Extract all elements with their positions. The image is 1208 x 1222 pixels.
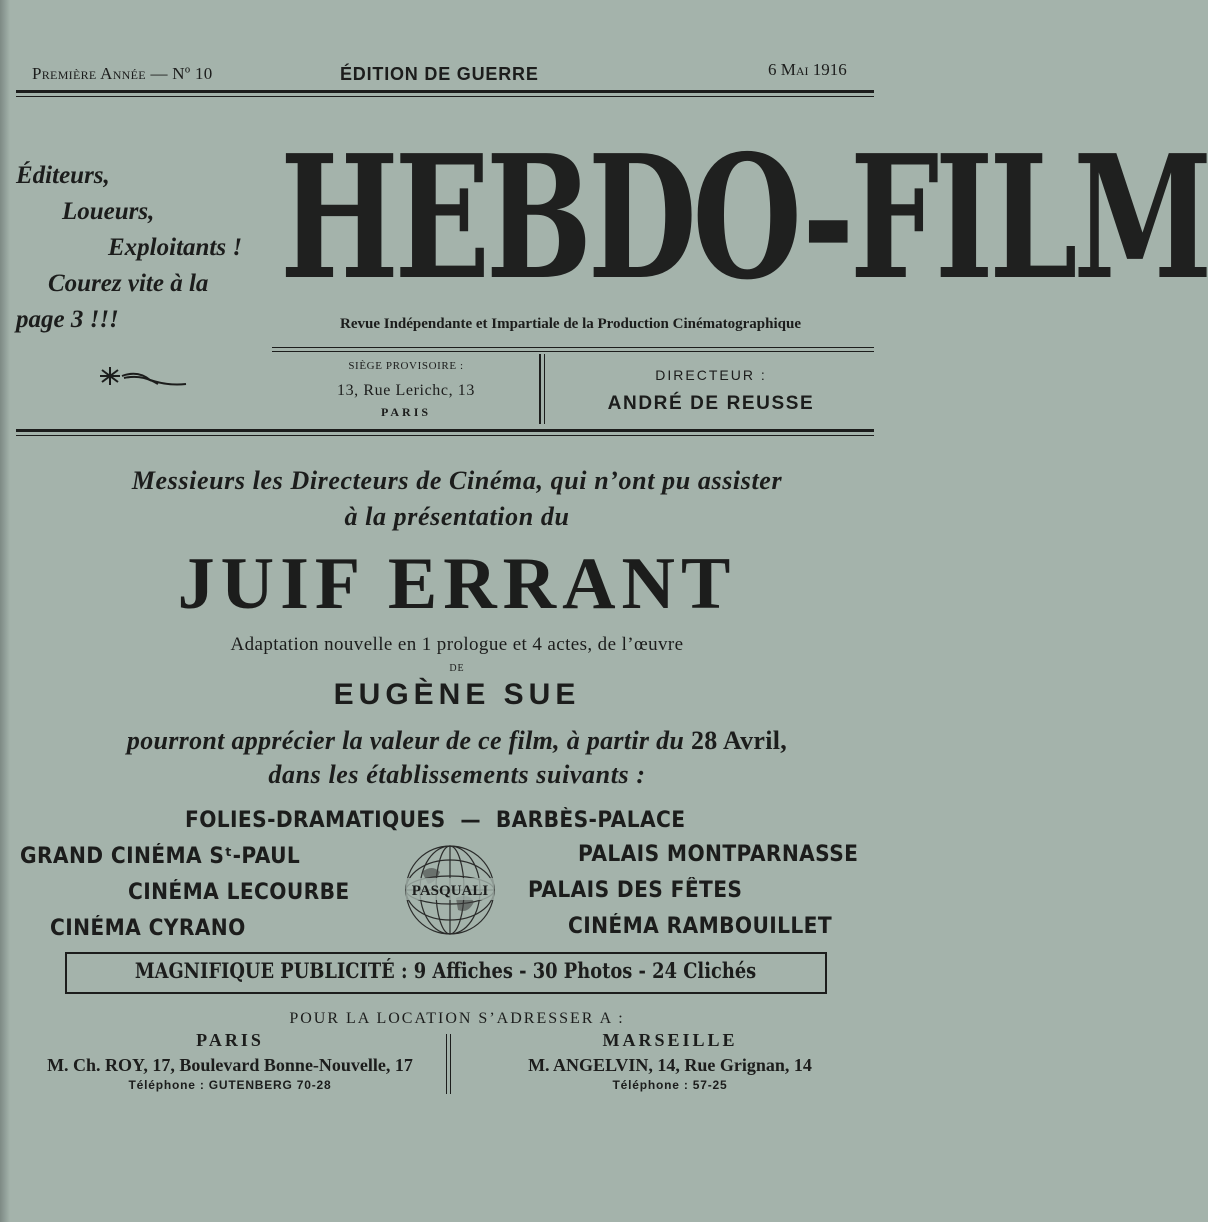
- pitch-line: Exploitants !: [108, 234, 243, 261]
- flourish-ornament-icon: [98, 364, 188, 390]
- venue-cyrano: CINÉMA CYRANO: [50, 916, 246, 941]
- office-street: 13, Rue Lerichc, 13: [336, 382, 476, 399]
- header-rule-top: [16, 90, 874, 93]
- rental-divider-2: [450, 1034, 451, 1094]
- edition-label: ÉDITION DE GUERRE: [340, 64, 539, 84]
- paris-heading: PARIS: [196, 1030, 264, 1050]
- venue-rambouillet: CINÉMA RAMBOUILLET: [568, 914, 833, 939]
- pitch-line: Loueurs,: [62, 198, 155, 225]
- issue-number: Première Année — Nº 10: [32, 64, 213, 83]
- issue-date: 6 Mai 1916: [768, 60, 847, 79]
- pasquali-logo-text: PASQUALI: [411, 883, 489, 899]
- ad-intro-line1: Messieurs les Directeurs de Cinéma, qui n’ont pu assister: [131, 466, 783, 495]
- director-name: ANDRÉ DE REUSSE: [607, 393, 815, 414]
- paris-phone: Téléphone : GUTENBERG 70-28: [128, 1078, 332, 1092]
- marseille-heading: MARSEILLE: [602, 1030, 738, 1050]
- pitch-line: Éditeurs,: [16, 162, 110, 189]
- publicity-text: MAGNIFIQUE PUBLICITÉ : 9 Affiches - 30 Photos - 24 Clichés: [135, 958, 757, 983]
- header-rule-bottom: [16, 96, 874, 97]
- venue-barbes-palace: BARBÈS-PALACE: [495, 808, 686, 833]
- pitch-line: Courez vite à la: [48, 270, 209, 297]
- masthead-rule-bottom: [16, 435, 874, 436]
- release-date: 28 Avril,: [690, 726, 788, 755]
- de-label: DE: [449, 663, 465, 674]
- pasquali-globe-logo: [402, 842, 498, 938]
- director-label: DIRECTEUR :: [655, 367, 767, 383]
- info-rule-top-2: [272, 351, 874, 352]
- venue-montparnasse: PALAIS MONTPARNASSE: [578, 842, 859, 867]
- ad-intro-line2: à la présentation du: [344, 502, 570, 531]
- rental-heading: POUR LA LOCATION S’ADRESSER A :: [289, 1010, 625, 1027]
- masthead-subtitle: Revue Indépendante et Impartiale de la Production Cinématographique: [340, 316, 801, 332]
- appreciate-line: [0, 726, 914, 756]
- venue-st-paul: GRAND CINÉMA Sᵗ-PAUL: [20, 844, 301, 869]
- adaptation-line: Adaptation nouvelle en 1 prologue et 4 actes, de l’œuvre: [230, 634, 684, 655]
- establishments-line: dans les établissements suivants :: [268, 760, 646, 789]
- pitch-line: page 3 !!!: [16, 306, 119, 333]
- marseille-address: M. ANGELVIN, 14, Rue Grignan, 14: [528, 1055, 812, 1075]
- venue-folies-dramatiques: FOLIES-DRAMATIQUES — BARBÈS-PALACE: [185, 808, 686, 833]
- office-label: SIÈGE PROVISOIRE :: [348, 360, 464, 372]
- info-divider-2: [544, 354, 545, 424]
- info-rule-top: [272, 347, 874, 348]
- film-title: JUIF ERRANT: [177, 543, 737, 625]
- author-name: EUGÈNE SUE: [333, 678, 581, 711]
- pitch-text: [16, 158, 266, 338]
- paris-address: M. Ch. ROY, 17, Boulevard Bonne-Nouvelle, 17: [47, 1055, 413, 1075]
- venue-lecourbe: CINÉMA LECOURBE: [128, 880, 350, 905]
- appreciate-prefix: pourront apprécier la valeur de ce film, à partir du: [126, 726, 685, 755]
- masthead-rule-top: [16, 429, 874, 432]
- office-city: PARIS: [380, 405, 432, 419]
- venue-palais-des-fetes: PALAIS DES FÊTES: [528, 878, 743, 903]
- venue-separator: —: [460, 808, 482, 833]
- marseille-phone: Téléphone : 57-25: [612, 1078, 728, 1092]
- masthead-title: HEBDO-FILM: [280, 118, 1208, 318]
- rental-divider: [446, 1034, 447, 1094]
